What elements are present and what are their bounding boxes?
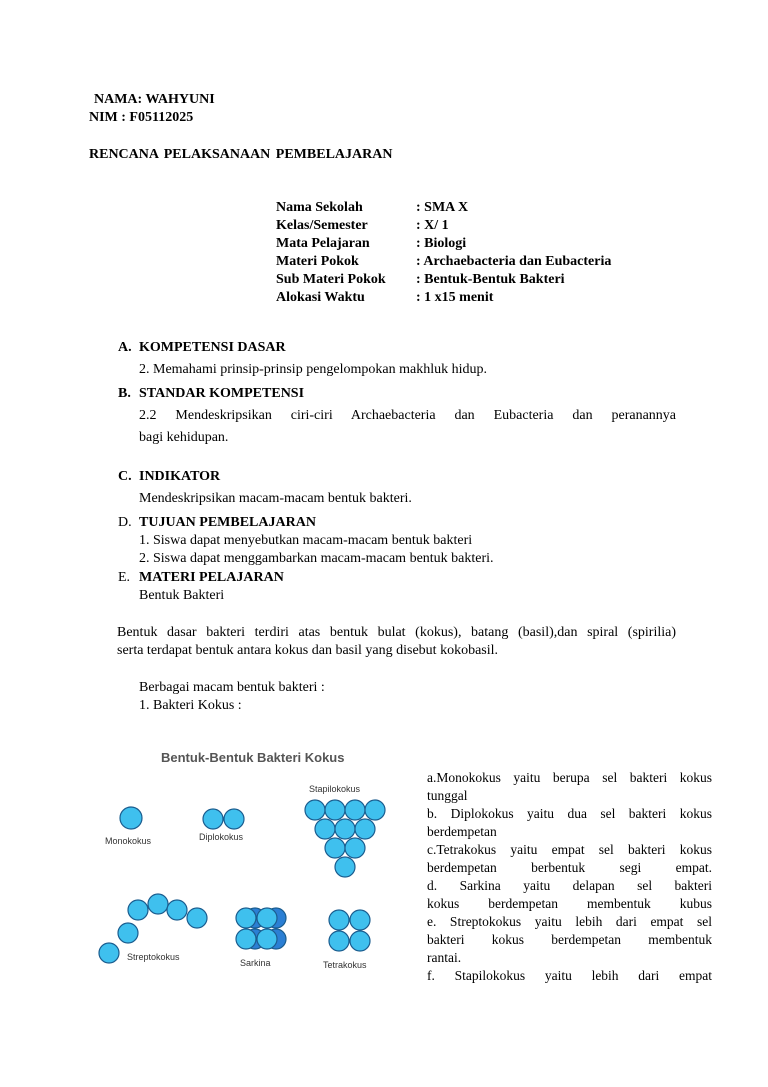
document-title: RENCANA PELAKSANAAN PEMBELAJARAN	[89, 147, 393, 162]
sarkina-label: Sarkina	[240, 958, 271, 968]
description-line: b. Diplokokus yaitu dua sel bakteri kokus	[427, 806, 712, 821]
tetrakokus-label: Tetrakokus	[323, 960, 367, 970]
list-item-kokus: 1. Bakteri Kokus :	[139, 698, 242, 713]
student-nim: NIM : F05112025	[89, 110, 194, 125]
section-b-letter: B.	[118, 386, 131, 401]
sarkina-diagram	[236, 908, 286, 949]
description-line: a.Monokokus yaitu berupa sel bakteri kokus	[427, 770, 712, 785]
student-name: NAMA: WAHYUNI	[94, 92, 215, 107]
section-c-body: Mendeskripsikan macam-macam bentuk bakteri.	[139, 491, 412, 506]
streptokokus-label: Streptokokus	[127, 952, 180, 962]
section-c-title: INDIKATOR	[139, 469, 221, 484]
info-row: Sub Materi Pokok : Bentuk-Bentuk Bakteri	[276, 272, 565, 287]
section-a-letter: A.	[118, 340, 132, 355]
monokokus-label: Monokokus	[105, 836, 152, 846]
tetrakokus-diagram	[329, 910, 370, 951]
description-line: kokus berdempetan membentuk kubus	[427, 896, 712, 911]
diplokokus-diagram	[203, 809, 244, 829]
monokokus-diagram	[120, 807, 142, 829]
info-row: Kelas/Semester : X/ 1	[276, 218, 449, 233]
diplokokus-label: Diplokokus	[199, 832, 244, 842]
section-d-letter: D.	[118, 515, 132, 530]
stapilokokus-diagram	[305, 800, 385, 877]
coccus-descriptions	[427, 769, 712, 985]
section-c-letter: C.	[118, 469, 132, 484]
info-row: Mata Pelajaran : Biologi	[276, 236, 467, 251]
description-line: bakteri kokus berdempetan membentuk	[427, 932, 712, 947]
description-line: tunggal	[427, 788, 468, 803]
section-e-subtitle: Bentuk Bakteri	[139, 588, 225, 603]
section-d-item: 1. Siswa dapat menyebutkan macam-macam bentuk bakteri	[139, 533, 473, 548]
section-a-title: KOMPETENSI DASAR	[139, 340, 286, 355]
figure-title: Bentuk-Bentuk Bakteri Kokus	[161, 750, 345, 765]
section-e-letter: E.	[118, 570, 131, 585]
description-line: d. Sarkina yaitu delapan sel bakteri	[427, 878, 712, 893]
info-row: Alokasi Waktu : 1 x15 menit	[276, 290, 494, 305]
description-line: rantai.	[427, 950, 462, 965]
intro-line1: Bentuk dasar bakteri terdiri atas bentuk bulat (kokus), batang (basil),dan spiral (spirilia)	[117, 625, 676, 640]
intro-line2: serta terdapat bentuk antara kokus dan basil yang disebut kokobasil.	[117, 643, 499, 658]
section-b-body-line1: 2.2 Mendeskripsikan ciri-ciri Archaebacteria dan Eubacteria dan peranannya	[139, 408, 676, 423]
section-b-body-line2: bagi kehidupan.	[139, 430, 229, 445]
section-e-title: MATERI PELAJARAN	[139, 570, 284, 585]
section-a-body: 2. Memahami prinsip-prinsip pengelompokan makhluk hidup.	[139, 362, 488, 377]
description-line: berdempetan berbentuk segi empat.	[427, 860, 712, 875]
info-row: Nama Sekolah : SMA X	[276, 200, 469, 215]
stapilokokus-label: Stapilokokus	[309, 784, 361, 794]
school-info-table	[276, 199, 611, 307]
description-line: berdempetan	[427, 824, 497, 839]
description-line: e. Streptokokus yaitu lebih dari empat sel	[427, 914, 712, 929]
info-row: Materi Pokok : Archaebacteria dan Eubacteria	[276, 254, 612, 269]
description-line: c.Tetrakokus yaitu empat sel bakteri kokus	[427, 842, 712, 857]
section-d-title: TUJUAN PEMBELAJARAN	[139, 515, 316, 530]
description-line: f. Stapilokokus yaitu lebih dari empat	[427, 968, 712, 983]
section-b-title: STANDAR KOMPETENSI	[139, 386, 305, 401]
coccus-shapes-figure	[95, 740, 417, 980]
section-d-item: 2. Siswa dapat menggambarkan macam-macam bentuk bakteri.	[139, 551, 494, 566]
list-heading: Berbagai macam bentuk bakteri :	[139, 680, 325, 695]
